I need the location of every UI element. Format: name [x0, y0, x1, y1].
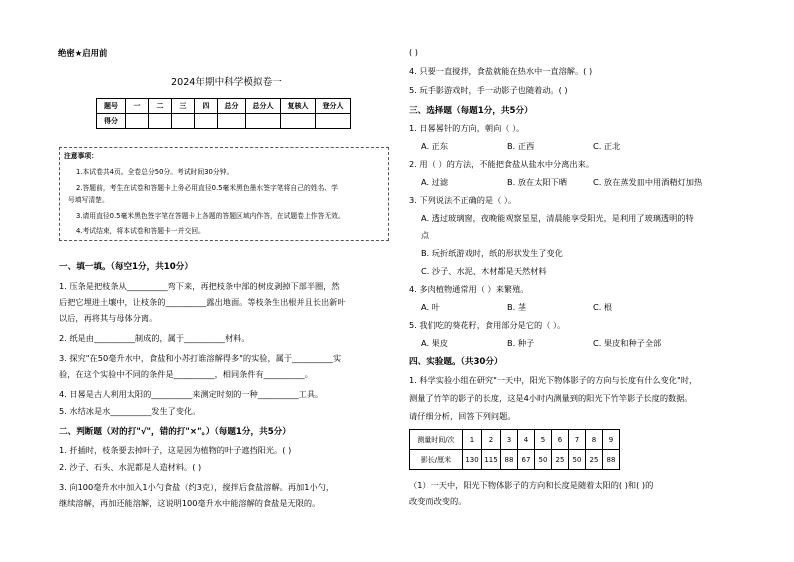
question-line: 请仔细分析，回答下列问题。 — [409, 411, 516, 421]
score-header-cell: 二 — [149, 99, 172, 114]
notice-item: 号填写清楚。 — [68, 196, 109, 204]
question-line: 测量了竹竿的影子的长度，这是4小时内测量到的阳光下竹竿影子长度的数据。 — [409, 393, 693, 403]
score-header-cell: 登分人 — [316, 99, 351, 114]
confidential-mark: 绝密★启用前 — [58, 48, 108, 58]
question-line: 5. 我们吃的葵花籽，食用部分是它的（ ）。 — [409, 320, 566, 330]
option-a: A. 过滤 — [421, 177, 449, 187]
table-cell: 9 — [603, 430, 620, 450]
option-b: B. 种子 — [507, 338, 535, 348]
table-row-label: 测量时间/次 — [410, 430, 463, 450]
table-cell: 115 — [482, 450, 501, 470]
score-cell[interactable] — [195, 114, 218, 129]
question-line: 3. 向100毫升水中加入1小勺食盐（约3克），搅拌后食盐溶解。再加1小勺， — [59, 482, 335, 492]
shadow-data-table — [409, 429, 620, 470]
answer-bracket: ( ) — [409, 47, 418, 57]
score-table — [96, 98, 351, 129]
table-cell: 50 — [535, 450, 552, 470]
table-row — [410, 450, 620, 470]
table-cell: 67 — [518, 450, 535, 470]
question-line: 2. 用（ ）的方法，不能把食盐从盐水中分离出来。 — [409, 159, 594, 169]
question-line: 1. 扦插时，枝条要去掉叶子，这是因为植物的叶子遮挡阳光。( ) — [59, 445, 292, 455]
table-cell: 7 — [569, 430, 586, 450]
option-c: C. 果皮和种子全部 — [593, 338, 662, 348]
section-4-title: 四、实验题。（共30分） — [409, 357, 503, 367]
option-b: B. 放在太阳下晒 — [507, 177, 567, 187]
table-row-label: 影长/厘米 — [410, 450, 463, 470]
score-table-score-row — [97, 114, 351, 129]
table-cell: 4 — [518, 430, 535, 450]
score-header-cell: 四 — [195, 99, 218, 114]
question-line: 3. 下列说法不正确的是（ ）。 — [409, 195, 517, 205]
notice-item: 2.答题前，考生在试卷和答题卡上务必用直径0.5毫米黑色墨水签字笔将自己的姓名、学 — [76, 184, 338, 192]
table-cell: 8 — [586, 430, 603, 450]
question-line: 改变而改变的。 — [409, 496, 467, 506]
question-line: 后把它埋进土壤中，让枝条的__________露出地面。等枝条生出根并且长出新叶 — [59, 297, 346, 307]
notice-item: 1.本试卷共4页。全卷总分50分。考试时间30分钟。 — [76, 168, 234, 176]
score-header-cell: 总分人 — [246, 99, 281, 114]
table-cell: 88 — [603, 450, 620, 470]
score-header-cell: 总分 — [218, 99, 246, 114]
question-line: 验，在这个实验中不同的条件是__________，相同条件有__________。 — [59, 369, 313, 379]
section-2-title: 二、判断题（对的打"√"，错的打"×"。）（每题1分，共5分） — [59, 427, 291, 437]
option-a: A. 透过玻璃窗，夜晚能观察星星，清晨能享受阳光，是利用了玻璃透明的特 — [421, 213, 694, 223]
score-header-cell: 一 — [126, 99, 149, 114]
question-line: 3. 探究"在50毫升水中，食盐和小苏打谁溶解得多"的实验，属于__________实 — [59, 353, 342, 363]
option-a: A. 正东 — [421, 141, 449, 151]
question-line: 1. 日晷晷针的方向，朝向（ ）。 — [409, 123, 525, 133]
option-b: B. 茎 — [507, 302, 527, 312]
question-line: 继续溶解，再加还能溶解，这说明100毫升水中能溶解的食盐是无限的。 — [59, 498, 321, 508]
option-c: C. 根 — [593, 302, 613, 312]
question-line: 1. 压条是把枝条从__________弯下来，再把枝条中部的树皮剥掉下部半圈，然 — [59, 281, 340, 291]
question-line: 以后，再将其与母体分离。 — [59, 313, 158, 323]
table-cell: 88 — [501, 450, 518, 470]
notice-item: 3.请用直径0.5毫米黑色签字笔在答题卡上各题的答题区域内作答，在试题卷上作答无效。 — [76, 212, 345, 220]
table-row — [410, 430, 620, 450]
option-a: A. 果皮 — [421, 338, 449, 348]
notice-box — [59, 147, 389, 241]
score-row-label: 得分 — [97, 114, 126, 129]
table-cell: 5 — [535, 430, 552, 450]
table-cell: 1 — [463, 430, 482, 450]
notice-item: 4.考试结束，将本试卷和答题卡一并交回。 — [76, 227, 205, 235]
option-a: A. 叶 — [421, 302, 440, 312]
question-line: （1）一天中，阳光下物体影子的方向和长度是随着太阳的( )和( )的 — [409, 480, 654, 490]
option-c: C. 放在蒸发皿中用酒精灯加热 — [593, 177, 703, 187]
score-table-header-row — [97, 99, 351, 114]
score-header-cell: 复核人 — [281, 99, 316, 114]
table-cell: 2 — [482, 430, 501, 450]
question-line: 5. 玩手影游戏时，手一动影子也随着动。( ) — [409, 85, 568, 95]
section-3-title: 三、选择题（每题1分，共5分） — [409, 106, 533, 116]
question-line: 4. 只要一直搅拌，食盐就能在热水中一直溶解。( ) — [409, 66, 593, 76]
option-c: C. 沙子、水泥、木材都是天然材料 — [421, 266, 547, 276]
question-line: 4. 日晷是古人利用太阳的__________来测定时刻的一种__________工具。 — [59, 389, 324, 399]
question-line: 2. 纸是由__________制成的，属于__________材料。 — [59, 333, 250, 343]
score-header-cell: 题号 — [97, 99, 126, 114]
notice-title: 注意事项： — [64, 152, 98, 160]
option-b: B. 玩折纸游戏时，纸的形状发生了变化 — [421, 248, 563, 258]
page-title: 2024年期中科学模拟卷一 — [171, 77, 282, 88]
table-cell: 6 — [552, 430, 569, 450]
score-cell[interactable] — [126, 114, 149, 129]
option-c: C. 正北 — [593, 141, 621, 151]
option-a-cont: 点 — [421, 230, 430, 240]
section-1-title: 一、填一填。（每空1分，共10分） — [59, 262, 193, 272]
table-cell: 130 — [463, 450, 482, 470]
table-cell: 25 — [586, 450, 603, 470]
table-cell: 50 — [569, 450, 586, 470]
question-line: 1. 科学实验小组在研究"一天中，阳光下物体影子的方向与长度有什么变化"时， — [409, 375, 698, 385]
score-cell[interactable] — [172, 114, 195, 129]
score-cell[interactable] — [316, 114, 351, 129]
score-cell[interactable] — [246, 114, 281, 129]
score-header-cell: 三 — [172, 99, 195, 114]
score-cell[interactable] — [218, 114, 246, 129]
score-cell[interactable] — [281, 114, 316, 129]
score-cell[interactable] — [149, 114, 172, 129]
table-cell: 3 — [501, 430, 518, 450]
option-b: B. 正西 — [507, 141, 535, 151]
table-cell: 25 — [552, 450, 569, 470]
question-line: 4. 多肉植物通常用（ ）来繁殖。 — [409, 284, 529, 294]
question-line: 5. 水结冰是水__________发生了变化。 — [59, 406, 201, 416]
question-line: 2. 沙子、石头、水泥都是人造材料。( ) — [59, 462, 202, 472]
